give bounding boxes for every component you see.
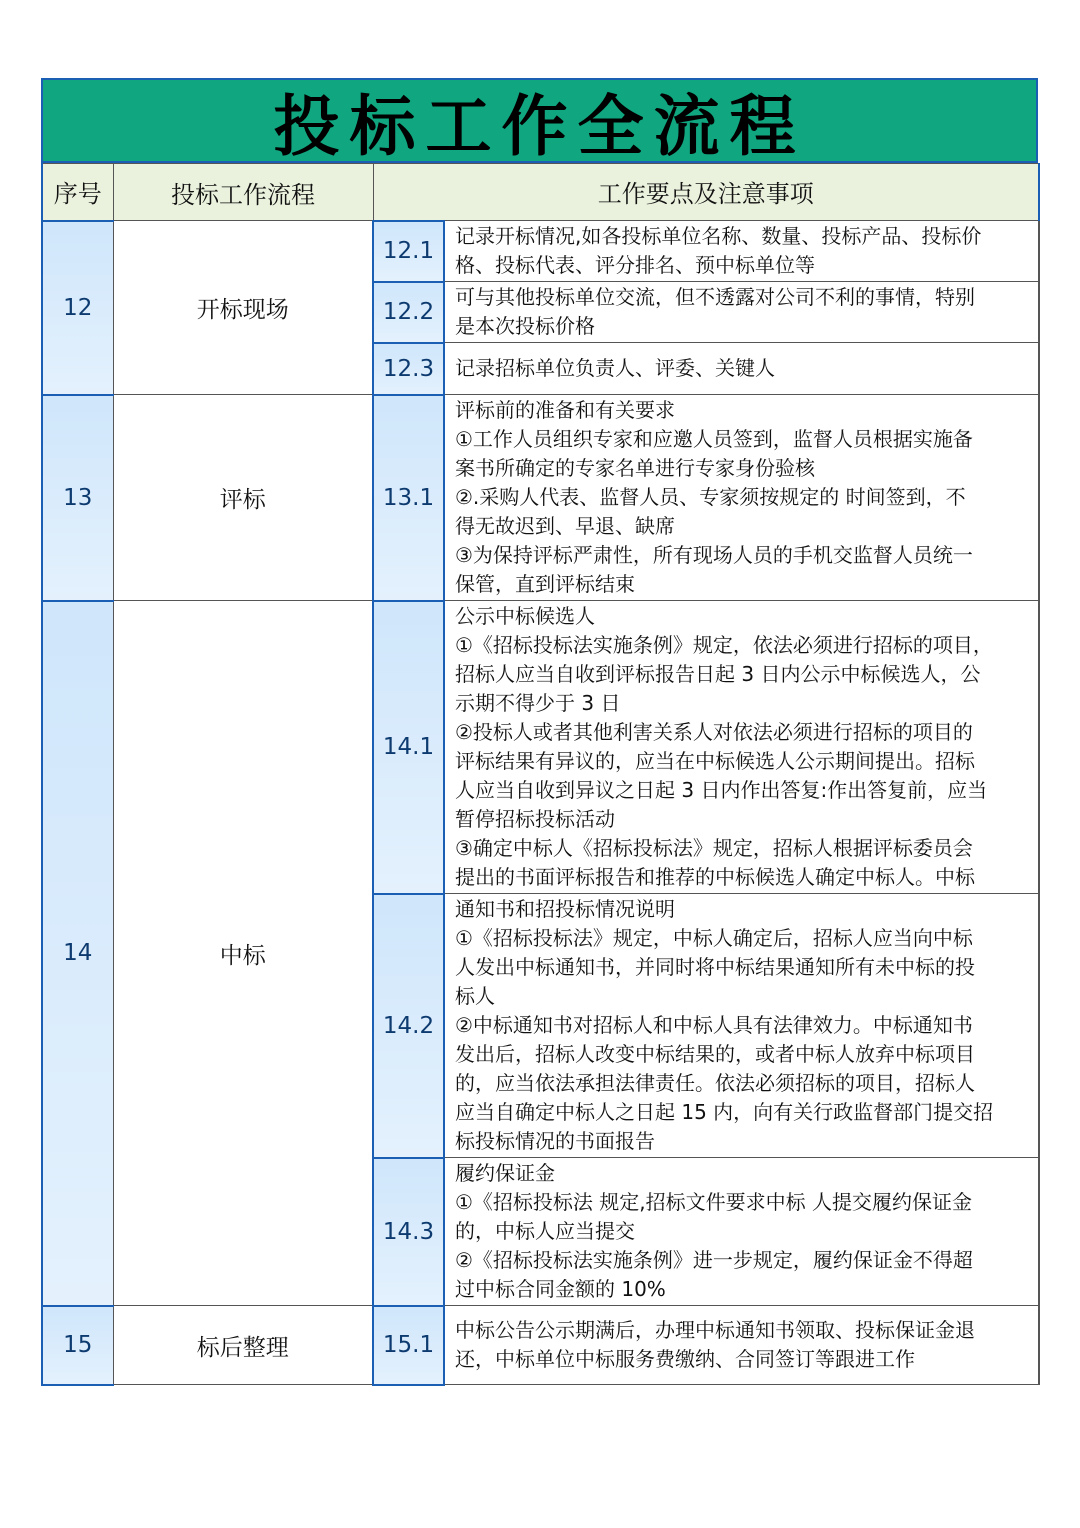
page-title: 投标工作全流程 <box>273 88 806 165</box>
detail-line: 案书所确定的专家名单进行专家身份验核 <box>455 456 815 480</box>
title-bar <box>41 78 1038 163</box>
sub-item-detail <box>444 1306 1039 1385</box>
sub-item-detail <box>444 343 1039 395</box>
sub-item-number: 15.1 <box>373 1306 444 1385</box>
header-col-no: 序号 <box>42 164 113 221</box>
detail-line: 标投标情况的书面报告 <box>455 1129 655 1153</box>
sub-item-detail <box>444 894 1039 1158</box>
detail-line: 保管，直到评标结束 <box>455 572 635 596</box>
detail-line: ②中标通知书对招标人和中标人具有法律效力。中标通知书 <box>455 1013 973 1037</box>
detail-line: ②投标人或者其他利害关系人对依法必须进行招标的项目的 <box>455 720 973 744</box>
header-col-detail: 工作要点及注意事项 <box>373 164 1039 221</box>
detail-line: 应当自确定中标人之日起 15 内，向有关行政监督部门提交招 <box>455 1100 994 1124</box>
detail-line: 的，应当依法承担法律责任。依法必须招标的项目，招标人 <box>455 1071 975 1095</box>
detail-line: ②《招标投标法实施条例》进一步规定，履约保证金不得超 <box>455 1248 973 1272</box>
row-number: 14 <box>42 601 113 1306</box>
detail-line: 过中标合同金额的 10% <box>455 1277 666 1301</box>
detail-line: 履约保证金 <box>455 1161 555 1185</box>
table-row <box>42 221 1039 282</box>
detail-line: 格、投标代表、评分排名、预中标单位等 <box>455 253 815 277</box>
sub-item-number: 12.2 <box>373 282 444 343</box>
row-number: 15 <box>42 1306 113 1385</box>
sub-item-number: 12.1 <box>373 221 444 282</box>
detail-line: 暂停招标投标活动 <box>455 807 615 831</box>
detail-line: 通知书和招投标情况说明 <box>455 897 675 921</box>
table-body <box>42 221 1039 1385</box>
sub-item-detail <box>444 601 1039 894</box>
header-col-stage: 投标工作流程 <box>113 164 373 221</box>
sub-item-detail <box>444 221 1039 282</box>
detail-line: 评标结果有异议的，应当在中标候选人公示期间提出。招标 <box>455 749 975 773</box>
detail-line: 提出的书面评标报告和推荐的中标候选人确定中标人。中标 <box>455 865 975 889</box>
detail-line: 记录招标单位负责人、评委、关键人 <box>455 356 775 380</box>
sub-item-detail <box>444 282 1039 343</box>
stage-name: 评标 <box>113 395 373 601</box>
detail-line: ①《招标投标法》规定，中标人确定后，招标人应当向中标 <box>455 926 973 950</box>
table-row <box>42 601 1039 894</box>
detail-line: 评标前的准备和有关要求 <box>455 398 675 422</box>
stage-name: 中标 <box>113 601 373 1306</box>
detail-line: 记录开标情况,如各投标单位名称、数量、投标产品、投标价 <box>455 224 982 248</box>
table-row <box>42 1306 1039 1385</box>
detail-line: 是本次投标价格 <box>455 314 595 338</box>
table-header-row <box>42 164 1039 221</box>
detail-line: 发出后，招标人改变中标结果的，或者中标人放弃中标项目 <box>455 1042 975 1066</box>
detail-line: 中标公告公示期满后，办理中标通知书领取、投标保证金退 <box>455 1318 975 1342</box>
detail-line: ③为保持评标严肃性，所有现场人员的手机交监督人员统一 <box>455 543 973 567</box>
detail-line: 得无故迟到、早退、缺席 <box>455 514 675 538</box>
detail-line: ②.采购人代表、监督人员、专家须按规定的 时间签到，不 <box>455 485 966 509</box>
sub-item-number: 14.2 <box>373 894 444 1158</box>
detail-line: 招标人应当自收到评标报告日起 3 日内公示中标候选人，公 <box>455 662 981 686</box>
detail-line: 示期不得少于 3 日 <box>455 691 621 715</box>
row-number: 12 <box>42 221 113 395</box>
detail-line: 的，中标人应当提交 <box>455 1219 635 1243</box>
detail-line: ①《招标投标法实施条例》规定，依法必须进行招标的项目， <box>455 633 993 657</box>
detail-line: 还，中标单位中标服务费缴纳、合同签订等跟进工作 <box>455 1347 915 1371</box>
detail-line: ①工作人员组织专家和应邀人员签到，监督人员根据实施备 <box>455 427 973 451</box>
sub-item-number: 13.1 <box>373 395 444 601</box>
detail-line: 人发出中标通知书，并同时将中标结果通知所有未中标的投 <box>455 955 975 979</box>
detail-line: ①《招标投标法 规定,招标文件要求中标 人提交履约保证金 <box>455 1190 973 1214</box>
sub-item-detail <box>444 395 1039 601</box>
detail-line: 标人 <box>455 984 495 1008</box>
table-row <box>42 395 1039 601</box>
row-number: 13 <box>42 395 113 601</box>
sub-item-number: 14.3 <box>373 1158 444 1306</box>
stage-name: 开标现场 <box>113 221 373 395</box>
process-sheet <box>41 78 1038 1386</box>
detail-line: 可与其他投标单位交流，但不透露对公司不利的事情，特别 <box>455 285 975 309</box>
stage-name: 标后整理 <box>113 1306 373 1385</box>
detail-line: ③确定中标人《招标投标法》规定，招标人根据评标委员会 <box>455 836 973 860</box>
detail-line: 公示中标候选人 <box>455 604 595 628</box>
sub-item-number: 12.3 <box>373 343 444 395</box>
sub-item-detail <box>444 1158 1039 1306</box>
detail-line: 人应当自收到异议之日起 3 日内作出答复:作出答复前，应当 <box>455 778 988 802</box>
process-table <box>41 163 1040 1386</box>
sub-item-number: 14.1 <box>373 601 444 894</box>
